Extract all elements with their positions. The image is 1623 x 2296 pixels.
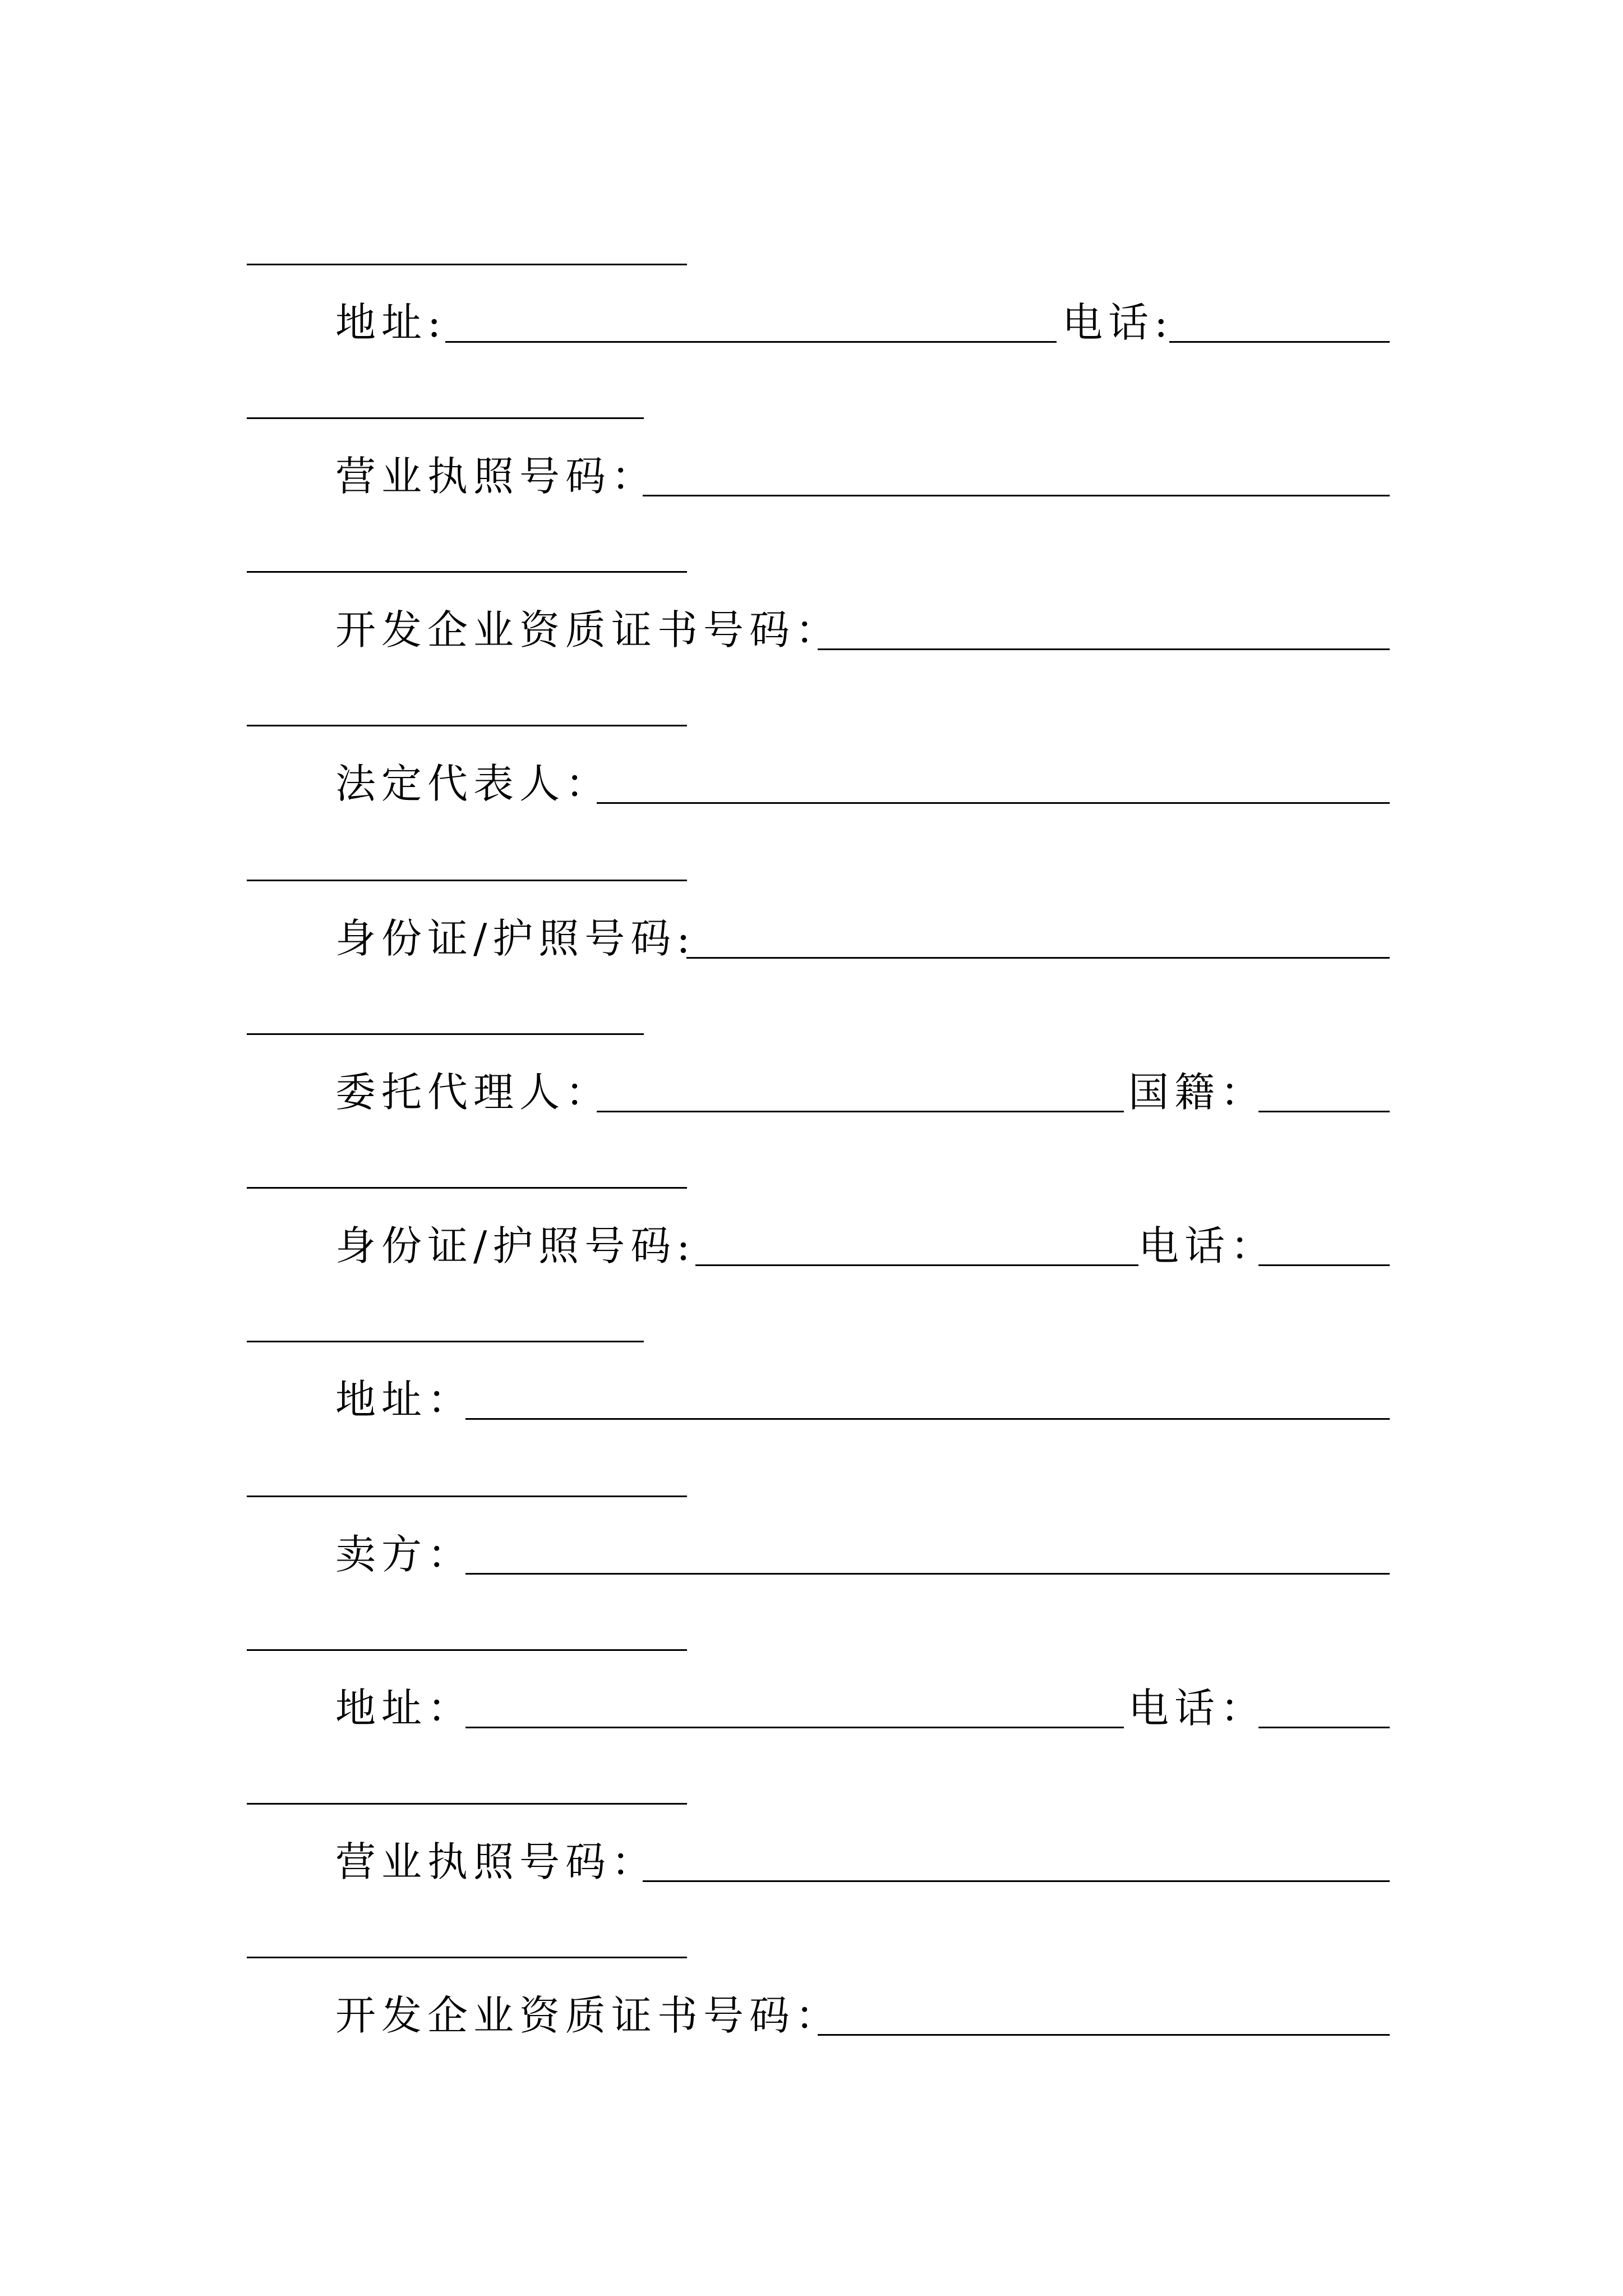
continuation-line bbox=[247, 1033, 644, 1035]
form-row-agent-nationality bbox=[335, 1067, 1390, 1117]
seller-business-license-field[interactable] bbox=[643, 1880, 1390, 1882]
form-row-agent-address bbox=[335, 1374, 1390, 1425]
continuation-line bbox=[247, 571, 687, 573]
form-row-developer-qualification bbox=[335, 605, 1390, 655]
continuation-line bbox=[247, 1803, 687, 1805]
form-row-seller-business-license bbox=[335, 1837, 1390, 1887]
continuation-line bbox=[247, 264, 687, 265]
developer-qualification-field[interactable] bbox=[818, 648, 1390, 650]
continuation-line bbox=[247, 1957, 687, 1958]
continuation-line bbox=[247, 725, 687, 726]
phone-label: 电话: bbox=[1062, 299, 1174, 346]
legal-representative-label: 法定代表人： bbox=[335, 760, 612, 807]
agent-id-passport-label: 身份证/护照号码: bbox=[335, 1222, 696, 1269]
seller-field[interactable] bbox=[465, 1573, 1390, 1575]
form-row-id-passport bbox=[335, 913, 1390, 964]
continuation-line bbox=[247, 880, 687, 881]
agent-address-label: 地址： bbox=[335, 1376, 474, 1423]
seller-phone-field[interactable] bbox=[1258, 1727, 1390, 1728]
phone-field[interactable] bbox=[1169, 341, 1390, 343]
seller-developer-qualification-label: 开发企业资质证书号码： bbox=[335, 1992, 842, 2039]
seller-phone-label: 电话： bbox=[1128, 1685, 1267, 1732]
nationality-label: 国籍： bbox=[1128, 1069, 1267, 1116]
agent-address-field[interactable] bbox=[465, 1418, 1390, 1420]
address-label: 地址: bbox=[335, 299, 447, 346]
agent-label: 委托代理人： bbox=[335, 1069, 612, 1116]
business-license-field[interactable] bbox=[643, 495, 1390, 496]
agent-field[interactable] bbox=[597, 1111, 1124, 1112]
seller-address-label: 地址： bbox=[335, 1685, 474, 1732]
id-passport-field[interactable] bbox=[686, 957, 1390, 959]
legal-representative-field[interactable] bbox=[597, 802, 1390, 804]
agent-phone-label: 电话： bbox=[1138, 1222, 1277, 1269]
seller-business-license-label: 营业执照号码： bbox=[335, 1838, 658, 1885]
form-row-agent-id-phone bbox=[335, 1221, 1390, 1271]
form-row-legal-representative bbox=[335, 758, 1390, 809]
continuation-line bbox=[247, 417, 644, 419]
form-row-seller-developer-qualification bbox=[335, 1990, 1390, 2041]
form-row-address-phone bbox=[335, 297, 1390, 348]
developer-qualification-label: 开发企业资质证书号码： bbox=[335, 606, 842, 654]
agent-id-passport-field[interactable] bbox=[695, 1264, 1138, 1266]
seller-developer-qualification-field[interactable] bbox=[818, 2034, 1390, 2036]
form-row-seller-address-phone bbox=[335, 1683, 1390, 1733]
continuation-line bbox=[247, 1341, 644, 1342]
agent-phone-field[interactable] bbox=[1258, 1264, 1390, 1266]
id-passport-label: 身份证/护照号码: bbox=[335, 915, 696, 962]
business-license-label: 营业执照号码： bbox=[335, 453, 658, 500]
form-row-seller bbox=[335, 1529, 1390, 1580]
seller-address-field[interactable] bbox=[465, 1727, 1124, 1728]
continuation-line bbox=[247, 1649, 687, 1651]
continuation-line bbox=[247, 1187, 687, 1189]
seller-label: 卖方： bbox=[335, 1531, 474, 1578]
nationality-field[interactable] bbox=[1258, 1111, 1390, 1112]
address-field[interactable] bbox=[445, 341, 1057, 343]
form-row-business-license bbox=[335, 451, 1390, 501]
continuation-line bbox=[247, 1496, 687, 1497]
